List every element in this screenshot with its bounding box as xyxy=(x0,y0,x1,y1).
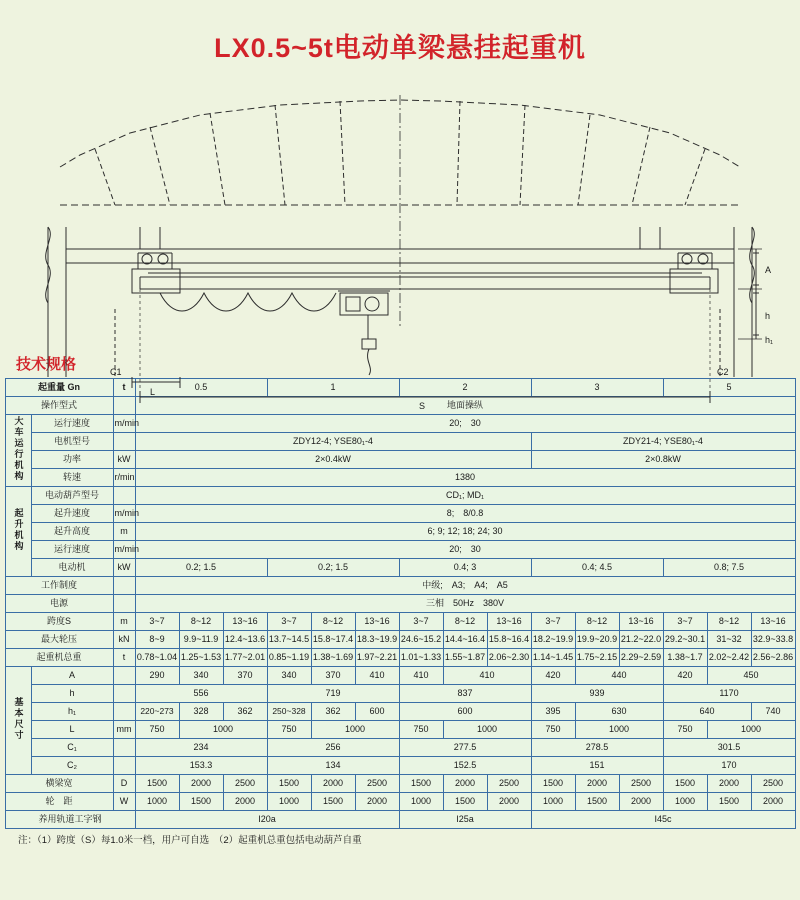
bw-v9: 2500 xyxy=(487,775,531,793)
power-unit: kW xyxy=(113,451,135,469)
dim-c1-2: 256 xyxy=(267,739,399,757)
wg-v5: 1500 xyxy=(311,793,355,811)
dim-a-10: 440 xyxy=(575,667,663,685)
capacity-value-3: 2 xyxy=(399,379,531,397)
dim-c2-1: 153.3 xyxy=(135,757,267,775)
dim-a-2: 340 xyxy=(179,667,223,685)
wl-v8: 14.4~16.4 xyxy=(443,631,487,649)
dim-l-1: 750 xyxy=(135,721,179,739)
dim-l-label: L xyxy=(31,721,113,739)
table-row-power-kw xyxy=(5,451,795,469)
table-row-span xyxy=(5,613,795,631)
span-v5: 8~12 xyxy=(311,613,355,631)
table-row-dim-h1 xyxy=(5,703,795,721)
tw-v9: 2.06~2.30 xyxy=(487,649,531,667)
dim-a-9: 420 xyxy=(531,667,575,685)
bw-v2: 2000 xyxy=(179,775,223,793)
motor-model-label: 电机型号 xyxy=(31,433,113,451)
wl-v12: 21.2~22.0 xyxy=(619,631,663,649)
dim-h-label: h xyxy=(31,685,113,703)
hoist-travel-speed-label: 运行速度 xyxy=(31,541,113,559)
duty-value: 中级; A3; A4; A5 xyxy=(135,577,795,595)
dim-a-1: 290 xyxy=(135,667,179,685)
wl-v1: 8~9 xyxy=(135,631,179,649)
label-c1: C1 xyxy=(110,367,122,377)
rpm-value: 1380 xyxy=(135,469,795,487)
dim-h-2: 719 xyxy=(267,685,399,703)
dim-a-12: 450 xyxy=(707,667,795,685)
dim-a-4: 340 xyxy=(267,667,311,685)
wl-v6: 18.3~19.9 xyxy=(355,631,399,649)
wg-v1: 1000 xyxy=(135,793,179,811)
bw-v8: 2000 xyxy=(443,775,487,793)
dim-h1-11: 740 xyxy=(751,703,795,721)
tw-v7: 1.01~1.33 xyxy=(399,649,443,667)
dim-l-6: 1000 xyxy=(443,721,531,739)
dim-l-9: 750 xyxy=(663,721,707,739)
spec-heading: 技术规格 xyxy=(16,356,77,373)
table-row-hoist-motor xyxy=(5,559,795,577)
span-v4: 3~7 xyxy=(267,613,311,631)
span-v10: 3~7 xyxy=(531,613,575,631)
travel-speed-label: 运行速度 xyxy=(31,415,113,433)
span-v6: 13~16 xyxy=(355,613,399,631)
label-l: L xyxy=(150,387,156,397)
tw-v4: 0.85~1.19 xyxy=(267,649,311,667)
wg-v2: 1500 xyxy=(179,793,223,811)
operation-label: 操作型式 xyxy=(5,397,113,415)
dim-l-2: 1000 xyxy=(179,721,267,739)
lift-height-label: 起升高度 xyxy=(31,523,113,541)
hoist-motor-label: 电动机 xyxy=(31,559,113,577)
duty-label: 工作制度 xyxy=(5,577,113,595)
page-title: LX0.5~5t电动单梁悬挂起重机 xyxy=(214,33,586,63)
dim-c1-1: 234 xyxy=(135,739,267,757)
tw-v8: 1.55~1.87 xyxy=(443,649,487,667)
tw-v15: 2.56~2.86 xyxy=(751,649,795,667)
power-value-a: 2×0.4kW xyxy=(135,451,531,469)
travel-speed-value: 20; 30 xyxy=(135,415,795,433)
wl-v4: 13.7~14.5 xyxy=(267,631,311,649)
span-v13: 3~7 xyxy=(663,613,707,631)
wl-v10: 18.2~19.9 xyxy=(531,631,575,649)
power-supply-unit xyxy=(113,595,135,613)
span-v14: 8~12 xyxy=(707,613,751,631)
beam-width-label: 横梁宽 xyxy=(5,775,113,793)
dim-l-4: 1000 xyxy=(311,721,399,739)
tw-v11: 1.75~2.15 xyxy=(575,649,619,667)
capacity-label: 起重量 Gn xyxy=(5,379,113,397)
power-supply-value: 三相 50Hz 380V xyxy=(135,595,795,613)
specification-table xyxy=(5,378,796,829)
dim-l-5: 750 xyxy=(399,721,443,739)
wl-v9: 15.8~16.4 xyxy=(487,631,531,649)
dim-c2-label: C₂ xyxy=(31,757,113,775)
table-row-dim-c1 xyxy=(5,739,795,757)
table-row-capacity xyxy=(5,379,795,397)
capacity-value-1: 0.5 xyxy=(135,379,267,397)
bw-v4: 1500 xyxy=(267,775,311,793)
dim-h-4: 939 xyxy=(531,685,663,703)
wg-v10: 1000 xyxy=(531,793,575,811)
span-v2: 8~12 xyxy=(179,613,223,631)
total-weight-label: 起重机总重 xyxy=(5,649,113,667)
table-row-dim-l xyxy=(5,721,795,739)
dim-c2-unit xyxy=(113,757,135,775)
table-row-travel-speed xyxy=(5,415,795,433)
wg-v4: 1000 xyxy=(267,793,311,811)
motor-model-value-a: ZDY12-4; YSE80₁-4 xyxy=(135,433,531,451)
dim-h1-4: 250~328 xyxy=(267,703,311,721)
span-label: 跨度S xyxy=(5,613,113,631)
group-hoist: 起升机构 xyxy=(5,487,31,577)
hoist-motor-value-4: 0.4; 4.5 xyxy=(531,559,663,577)
bw-v15: 2500 xyxy=(751,775,795,793)
bw-v10: 1500 xyxy=(531,775,575,793)
bw-v3: 2500 xyxy=(223,775,267,793)
capacity-unit: t xyxy=(113,379,135,397)
wl-v15: 32.9~33.8 xyxy=(751,631,795,649)
dim-c2-5: 170 xyxy=(663,757,795,775)
hoist-model-label: 电动葫芦型号 xyxy=(31,487,113,505)
dim-l-10: 1000 xyxy=(707,721,795,739)
rail-label: 养用轨道工字钢 xyxy=(5,811,135,829)
table-row-hoist-model xyxy=(5,487,795,505)
dim-h1-label: h₁ xyxy=(31,703,113,721)
group-dims: 基本尺寸 xyxy=(5,667,31,775)
table-row-total-weight xyxy=(5,649,795,667)
label-h1: h₁ xyxy=(765,335,774,345)
hoist-motor-value-2: 0.2; 1.5 xyxy=(267,559,399,577)
wl-v3: 12.4~13.6 xyxy=(223,631,267,649)
span-unit: m xyxy=(113,613,135,631)
capacity-value-4: 3 xyxy=(531,379,663,397)
tw-v2: 1.25~1.53 xyxy=(179,649,223,667)
dim-h1-9: 630 xyxy=(575,703,663,721)
span-v15: 13~16 xyxy=(751,613,795,631)
wg-v12: 2000 xyxy=(619,793,663,811)
lift-speed-unit: m/min xyxy=(113,505,135,523)
dim-c2-2: 134 xyxy=(267,757,399,775)
tw-v13: 1.38~1.7 xyxy=(663,649,707,667)
wl-v5: 15.8~17.4 xyxy=(311,631,355,649)
table-footnote: 注：（1）跨度（S）每1.0米一档，用户可自选 （2）起重机总重包括电动葫芦自重 xyxy=(18,835,362,846)
lift-speed-value: 8; 8/0.8 xyxy=(135,505,795,523)
dim-c2-4: 151 xyxy=(531,757,663,775)
span-v1: 3~7 xyxy=(135,613,179,631)
wl-v2: 9.9~11.9 xyxy=(179,631,223,649)
wg-v14: 1500 xyxy=(707,793,751,811)
bw-v14: 2000 xyxy=(707,775,751,793)
operation-unit xyxy=(113,397,135,415)
table-row-hoist-travel-speed xyxy=(5,541,795,559)
bw-v11: 2000 xyxy=(575,775,619,793)
dim-h1-5: 362 xyxy=(311,703,355,721)
dim-l-8: 1000 xyxy=(575,721,663,739)
wg-v3: 2000 xyxy=(223,793,267,811)
bw-v7: 1500 xyxy=(399,775,443,793)
span-v8: 8~12 xyxy=(443,613,487,631)
hoist-model-unit xyxy=(113,487,135,505)
tw-v10: 1.14~1.45 xyxy=(531,649,575,667)
motor-model-value-b: ZDY21-4; YSE80₁-4 xyxy=(531,433,795,451)
table-row-beam-width xyxy=(5,775,795,793)
dim-a-7: 410 xyxy=(399,667,443,685)
span-v3: 13~16 xyxy=(223,613,267,631)
dim-h-unit xyxy=(113,685,135,703)
label-h: h xyxy=(765,311,771,321)
wg-v11: 1500 xyxy=(575,793,619,811)
motor-model-unit xyxy=(113,433,135,451)
wg-v15: 2000 xyxy=(751,793,795,811)
dim-c1-label: C₁ xyxy=(31,739,113,757)
table-row-operation xyxy=(5,397,795,415)
total-weight-unit: t xyxy=(113,649,135,667)
bw-v12: 2500 xyxy=(619,775,663,793)
wl-v13: 29.2~30.1 xyxy=(663,631,707,649)
bw-v13: 1500 xyxy=(663,775,707,793)
dim-h1-unit xyxy=(113,703,135,721)
dim-h1-8: 395 xyxy=(531,703,575,721)
table-row-lift-height xyxy=(5,523,795,541)
bw-v1: 1500 xyxy=(135,775,179,793)
dim-a-5: 370 xyxy=(311,667,355,685)
power-supply-label: 电源 xyxy=(5,595,113,613)
wl-v14: 31~32 xyxy=(707,631,751,649)
beam-width-unit: D xyxy=(113,775,135,793)
wheel-load-unit: kN xyxy=(113,631,135,649)
wheel-gauge-unit: W xyxy=(113,793,135,811)
dim-c2-3: 152.5 xyxy=(399,757,531,775)
capacity-value-2: 1 xyxy=(267,379,399,397)
tw-v1: 0.78~1.04 xyxy=(135,649,179,667)
wheel-gauge-label: 轮 距 xyxy=(5,793,113,811)
dim-l-3: 750 xyxy=(267,721,311,739)
table-row-rail xyxy=(5,811,795,829)
dim-h1-1: 220~273 xyxy=(135,703,179,721)
dim-h1-6: 600 xyxy=(355,703,399,721)
wg-v6: 2000 xyxy=(355,793,399,811)
table-row-motor-model xyxy=(5,433,795,451)
table-row-wheel-load xyxy=(5,631,795,649)
dim-a-label: A xyxy=(31,667,113,685)
rail-v3: I45c xyxy=(531,811,795,829)
label-a: A xyxy=(765,265,772,275)
dim-a-11: 420 xyxy=(663,667,707,685)
dim-c1-5: 301.5 xyxy=(663,739,795,757)
table-row-duty xyxy=(5,577,795,595)
table-row-rpm xyxy=(5,469,795,487)
bw-v5: 2000 xyxy=(311,775,355,793)
wg-v9: 2000 xyxy=(487,793,531,811)
dim-h-5: 1170 xyxy=(663,685,795,703)
dim-a-unit xyxy=(113,667,135,685)
span-v7: 3~7 xyxy=(399,613,443,631)
rpm-label: 转速 xyxy=(31,469,113,487)
wg-v8: 1500 xyxy=(443,793,487,811)
span-v12: 13~16 xyxy=(619,613,663,631)
tw-v12: 2.29~2.59 xyxy=(619,649,663,667)
table-row-dim-a xyxy=(5,667,795,685)
dim-a-6: 410 xyxy=(355,667,399,685)
power-label: 功率 xyxy=(31,451,113,469)
travel-speed-unit: m/min xyxy=(113,415,135,433)
wg-v13: 1000 xyxy=(663,793,707,811)
hoist-travel-speed-value: 20; 30 xyxy=(135,541,795,559)
dim-a-3: 370 xyxy=(223,667,267,685)
table-row-wheel-gauge xyxy=(5,793,795,811)
hoist-motor-value-5: 0.8; 7.5 xyxy=(663,559,795,577)
dim-c1-4: 278.5 xyxy=(531,739,663,757)
wg-v7: 1000 xyxy=(399,793,443,811)
dim-h1-10: 640 xyxy=(663,703,751,721)
table-row-power-supply xyxy=(5,595,795,613)
dim-h1-7: 600 xyxy=(399,703,531,721)
table-row-lift-speed xyxy=(5,505,795,523)
dim-a-8: 410 xyxy=(443,667,531,685)
table-row-dim-h xyxy=(5,685,795,703)
tw-v6: 1.97~2.21 xyxy=(355,649,399,667)
tw-v3: 1.77~2.01 xyxy=(223,649,267,667)
lift-height-value: 6; 9; 12; 18; 24; 30 xyxy=(135,523,795,541)
operation-value: 地面操纵 xyxy=(135,397,795,415)
hoist-motor-unit: kW xyxy=(113,559,135,577)
hoist-travel-speed-unit: m/min xyxy=(113,541,135,559)
label-s: S xyxy=(419,401,426,411)
lift-speed-label: 起升速度 xyxy=(31,505,113,523)
bw-v6: 2500 xyxy=(355,775,399,793)
rail-v2: I25a xyxy=(399,811,531,829)
rail-v1: I20a xyxy=(135,811,399,829)
rpm-unit: r/min xyxy=(113,469,135,487)
capacity-value-5: 5 xyxy=(663,379,795,397)
wl-v11: 19.9~20.9 xyxy=(575,631,619,649)
span-v11: 8~12 xyxy=(575,613,619,631)
hoist-motor-value-1: 0.2; 1.5 xyxy=(135,559,267,577)
dim-c1-unit xyxy=(113,739,135,757)
dim-h-1: 556 xyxy=(135,685,267,703)
dim-c1-3: 277.5 xyxy=(399,739,531,757)
tw-v5: 1.38~1.69 xyxy=(311,649,355,667)
dim-h1-3: 362 xyxy=(223,703,267,721)
dim-h-3: 837 xyxy=(399,685,531,703)
label-c2: C2 xyxy=(717,367,729,377)
wl-v7: 24.6~15.2 xyxy=(399,631,443,649)
span-v9: 13~16 xyxy=(487,613,531,631)
dim-l-7: 750 xyxy=(531,721,575,739)
dim-h1-2: 328 xyxy=(179,703,223,721)
hoist-motor-value-3: 0.4; 3 xyxy=(399,559,531,577)
wheel-load-label: 最大轮压 xyxy=(5,631,113,649)
dim-l-unit: mm xyxy=(113,721,135,739)
group-travel: 大车运行机构 xyxy=(5,415,31,487)
table-row-dim-c2 xyxy=(5,757,795,775)
hoist-model-value: CD₁; MD₁ xyxy=(135,487,795,505)
duty-unit xyxy=(113,577,135,595)
tw-v14: 2.02~2.42 xyxy=(707,649,751,667)
power-value-b: 2×0.8kW xyxy=(531,451,795,469)
lift-height-unit: m xyxy=(113,523,135,541)
